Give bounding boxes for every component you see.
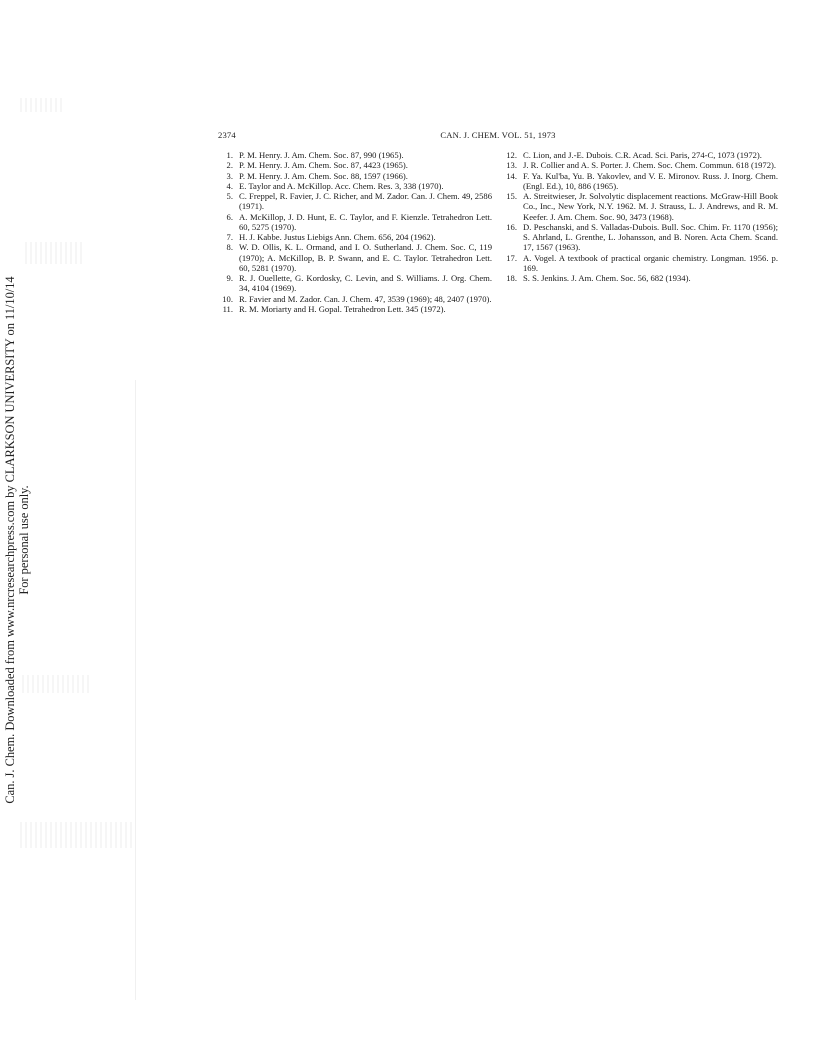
reference-item bbox=[502, 253, 778, 274]
reference-number: 15. bbox=[506, 191, 517, 201]
scan-artifact bbox=[20, 98, 62, 112]
reference-text: R. M. Moriarty and H. Gopal. Tetrahedron Lett. 345 (1972). bbox=[239, 303, 446, 314]
reference-item bbox=[218, 191, 492, 212]
reference-text: P. M. Henry. J. Am. Chem. Soc. 87, 990 (1965). bbox=[239, 150, 404, 160]
reference-item bbox=[218, 171, 492, 181]
reference-number: 4. bbox=[226, 180, 233, 191]
download-watermark bbox=[2, 235, 32, 845]
reference-item bbox=[218, 232, 492, 242]
reference-item bbox=[218, 304, 492, 314]
reference-text: C. Freppel, R. Favier, J. C. Richer, and M. Zador. Can. J. Chem. 49, 2586 (1971). bbox=[239, 191, 492, 212]
reference-text: C. Lion, and J.-E. Dubois. C.R. Acad. Sci. Paris, 274-C, 1073 (1972). bbox=[523, 150, 762, 160]
reference-text: A. McKillop, J. D. Hunt, E. C. Taylor, and F. Kienzle. Tetrahedron Lett. 60, 5275 (1970). bbox=[239, 211, 492, 232]
watermark-line-1: Can. J. Chem. Downloaded from www.nrcresearchpress.com by CLARKSON UNIVERSITY on 11/10/14 bbox=[3, 276, 17, 804]
scan-artifact bbox=[25, 242, 85, 264]
reference-item bbox=[218, 294, 492, 304]
reference-item bbox=[218, 242, 492, 273]
reference-text: D. Peschanski, and S. Valladas-Dubois. Bull. Soc. Chim. Fr. 1170 (1956); S. Ahrland, L. Grenthe, L. Johansson, and B. Noren. Acta Chem. Scand. 17, 1567 (1963). bbox=[523, 221, 778, 253]
reference-text: S. S. Jenkins. J. Am. Chem. Soc. 56, 682 (1934). bbox=[523, 273, 691, 283]
references-left-column bbox=[218, 150, 492, 314]
page-number: 2374 bbox=[218, 130, 236, 140]
reference-number: 13. bbox=[506, 160, 517, 171]
scan-artifact bbox=[20, 822, 132, 848]
reference-number: 8. bbox=[226, 242, 233, 253]
page-header bbox=[218, 130, 778, 144]
reference-number: 18. bbox=[506, 273, 517, 283]
reference-item bbox=[502, 191, 778, 222]
reference-text: A. Vogel. A textbook of practical organic chemistry. Longman. 1956. p. 169. bbox=[523, 252, 778, 273]
reference-item bbox=[502, 150, 778, 160]
reference-item bbox=[218, 273, 492, 294]
reference-number: 14. bbox=[506, 170, 517, 181]
reference-text: W. D. Ollis, K. L. Ormand, and I. O. Sutherland. J. Chem. Soc. C, 119 (1970); A. McKillop, B. P. Swann, and E. C. Taylor. Tetrahedron Lett. 60, 5281 (1970). bbox=[239, 242, 492, 273]
download-watermark-text bbox=[3, 276, 31, 803]
reference-number: 3. bbox=[226, 170, 233, 181]
watermark-line-2: For personal use only. bbox=[17, 485, 31, 595]
scan-artifact bbox=[22, 675, 92, 693]
reference-item bbox=[502, 222, 778, 253]
references-right-column bbox=[502, 150, 778, 283]
reference-text: F. Ya. Kul'ba, Yu. B. Yakovlev, and V. E. Mironov. Russ. J. Inorg. Chem. (Engl. Ed.), 10, 886 (1965). bbox=[523, 170, 778, 191]
reference-text: R. Favier and M. Zador. Can. J. Chem. 47, 3539 (1969); 48, 2407 (1970). bbox=[239, 293, 492, 304]
reference-item bbox=[218, 212, 492, 233]
reference-text: P. M. Henry. J. Am. Chem. Soc. 88, 1597 (1966). bbox=[239, 170, 408, 181]
reference-number: 11. bbox=[222, 303, 233, 314]
reference-number: 10. bbox=[222, 293, 233, 304]
reference-number: 17. bbox=[506, 252, 517, 263]
reference-number: 2. bbox=[226, 160, 233, 171]
reference-number: 7. bbox=[226, 232, 233, 242]
reference-number: 12. bbox=[506, 150, 517, 160]
reference-text: A. Streitwieser, Jr. Solvolytic displacement reactions. McGraw-Hill Book Co., Inc., New York, N.Y. 1962. M. J. Strauss, L. J. Andrews, and R. M. Keefer. J. Am. Chem. Soc. 90, 3473 (1968). bbox=[523, 191, 778, 222]
reference-number: 9. bbox=[226, 273, 233, 283]
scan-rule bbox=[135, 380, 136, 1000]
reference-text: J. R. Collier and A. S. Porter. J. Chem. Soc. Chem. Commun. 618 (1972). bbox=[523, 160, 777, 171]
reference-item bbox=[502, 160, 778, 170]
reference-item bbox=[502, 171, 778, 192]
running-head: CAN. J. CHEM. VOL. 51, 1973 bbox=[440, 130, 556, 140]
reference-number: 16. bbox=[506, 221, 517, 232]
reference-text: H. J. Kabbe. Justus Liebigs Ann. Chem. 656, 204 (1962). bbox=[239, 232, 436, 242]
reference-text: P. M. Henry. J. Am. Chem. Soc. 87, 4423 (1965). bbox=[239, 160, 408, 171]
reference-number: 5. bbox=[226, 191, 233, 201]
reference-text: R. J. Ouellette, G. Kordosky, C. Levin, and S. Williams. J. Org. Chem. 34, 4104 (1969). bbox=[239, 273, 492, 294]
reference-number: 6. bbox=[226, 211, 233, 222]
reference-item bbox=[218, 181, 492, 191]
reference-text: E. Taylor and A. McKillop. Acc. Chem. Res. 3, 338 (1970). bbox=[239, 180, 444, 191]
reference-item bbox=[218, 150, 492, 160]
reference-number: 1. bbox=[226, 150, 233, 160]
reference-item bbox=[502, 273, 778, 283]
reference-item bbox=[218, 160, 492, 170]
